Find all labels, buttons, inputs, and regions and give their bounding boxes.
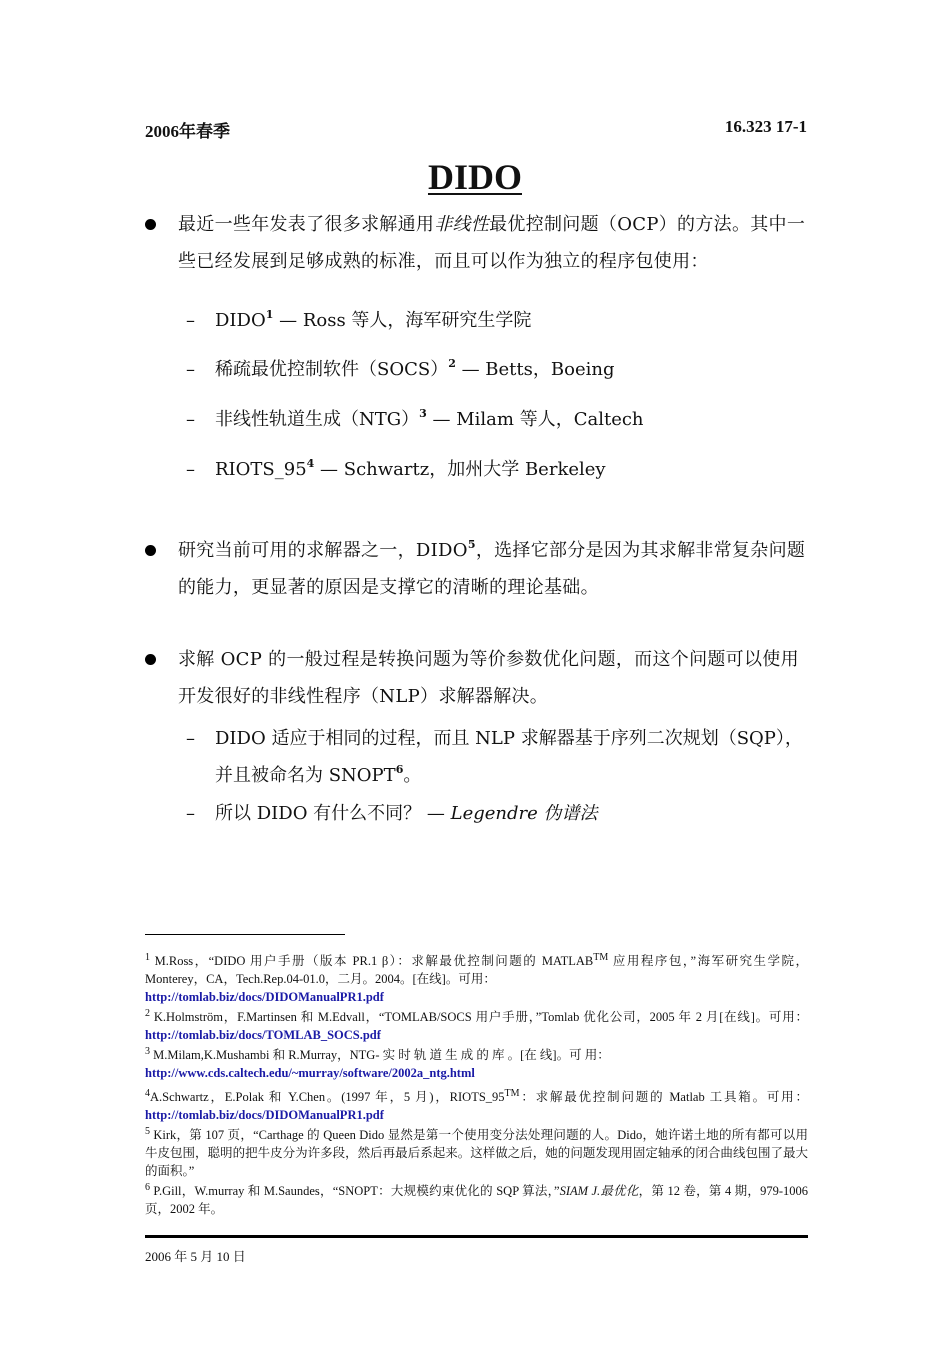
bullet-ocp-process (145, 641, 810, 715)
footnote-text: ，第 12 卷，第 4 期，979-1006 页，2002 年。 (145, 1184, 808, 1216)
list-item (186, 401, 811, 438)
bullet-text: 研究当前可用的求解器之一，DIDO (178, 540, 468, 561)
footnote-text: M.Ross，“DIDO 用户手册（版本 PR.1 β）：求解最优控制问题的 MATLAB (150, 954, 594, 968)
list-item-name: 稀疏最优控制软件（SOCS） (215, 359, 449, 380)
page-title: DIDO (427, 157, 522, 197)
footnote-link[interactable]: http://tomlab.biz/docs/DIDOManualPR1.pdf (145, 990, 384, 1004)
bullet-text: 求解 OCP 的一般过程是转换问题为等价参数优化问题，而这个问题可以使用开发很好的非线性程序（NLP）求解器解决。 (178, 649, 799, 707)
bullet-methods (145, 206, 810, 280)
dash-icon: – (186, 459, 195, 480)
header-course-page: 16.323 17-1 (724, 117, 807, 136)
bullet-text: 最优控制问题（OCP）的方法。其中一些已经发展到足够成熟的标准，而且可以作为独立的程序包使用： (178, 214, 806, 272)
footnote-text: A.Schwartz，E.Polak 和 Y.Chen。(1997 年，5 月)，RIOTS_95 (150, 1090, 505, 1104)
footnote-text: M.Milam,K.Mushambi 和 R.Murray，NTG- 实 时 轨 道 生 成 的 库 。[在 线]。可 用： (150, 1048, 610, 1062)
bullet-icon (145, 654, 156, 665)
list-item-detail: — Ross 等人，海军研究生学院 (273, 310, 532, 331)
list-item (186, 720, 811, 794)
footnote (145, 952, 808, 1006)
footnote-ref: 6 (395, 763, 404, 776)
list-item-name: RIOTS_95 (215, 459, 307, 480)
bullet-icon (145, 219, 156, 230)
dash-icon: – (186, 409, 195, 430)
dash-icon: – (186, 803, 195, 824)
footnote-link[interactable]: http://tomlab.biz/docs/TOMLAB_SOCS.pdf (145, 1028, 381, 1042)
footnote-ref: 2 (448, 357, 456, 370)
bullet-dido-choice (145, 532, 810, 606)
footnote (145, 1126, 808, 1180)
footnote-journal: SIAM J.最优化 (559, 1184, 639, 1198)
dash-icon: – (186, 359, 195, 380)
footnote-number: 1 (145, 952, 150, 963)
list-item-name: DIDO (215, 310, 266, 331)
list-item-detail: — Milam 等人，Caltech (426, 409, 644, 430)
footer-date: 2006 年 5 月 10 日 (145, 1249, 246, 1264)
bullet-text: 最近一些年发表了很多求解通用 (178, 214, 435, 235)
bullet-italic-term: 非线性 (434, 214, 490, 235)
footnote-number: 4 (145, 1088, 150, 1099)
list-item (186, 302, 811, 339)
footnote-ref: 1 (265, 308, 274, 321)
list-item (186, 795, 811, 832)
footnote-number: 6 (145, 1182, 150, 1193)
footnote (145, 1008, 808, 1044)
list-item-text: 。 (403, 765, 422, 786)
list-item-italic: Legendre 伪谱法 (450, 803, 598, 824)
bullet-icon (145, 545, 156, 556)
list-item-detail: — Schwartz，加州大学 Berkeley (314, 459, 606, 480)
footnote-link[interactable]: http://tomlab.biz/docs/DIDOManualPR1.pdf (145, 1108, 384, 1122)
footnote-number: 3 (145, 1046, 150, 1057)
footer-divider (145, 1235, 808, 1238)
footnote (145, 1182, 808, 1218)
list-item-name: 非线性轨道生成（NTG） (215, 409, 420, 430)
list-item (186, 351, 811, 388)
footnote-ref: 4 (306, 457, 315, 470)
footnote-number: 2 (145, 1008, 150, 1019)
footnote-divider (145, 934, 345, 935)
footnote-text: ：求解最优控制问题的 Matlab 工具箱。可用： (519, 1090, 808, 1104)
footnote-link[interactable]: http://www.cds.caltech.edu/~murray/software/2002a_ntg.html (145, 1066, 475, 1080)
list-item (186, 451, 811, 488)
footnote-text: K.Holmström，F.Martinsen 和 M.Edvall，“TOMLAB/SOCS 用户手册，”Tomlab 优化公司，2005 年 2 月[在线]。可用： (150, 1010, 808, 1024)
footnote-text: P.Gill，W.murray 和 M.Saundes，“SNOPT：大规模约束优化的 SQP 算法，” (150, 1184, 560, 1198)
footnote (145, 1046, 808, 1082)
trademark-mark: TM (504, 1088, 520, 1099)
footnote-text: 应用程序包，”海军研究生学院，Monterey，CA，Tech.Rep.04-01.0，二月。2004。[在线]。可用： (145, 954, 808, 986)
footnote (145, 1088, 808, 1124)
footnote-number: 5 (145, 1126, 150, 1137)
list-item-detail: — Betts，Boeing (455, 359, 615, 380)
header-term: 2006年春季 (145, 122, 230, 141)
dash-icon: – (186, 728, 195, 749)
footnote-ref: 5 (467, 538, 476, 551)
page-header (145, 117, 807, 139)
list-item-text: 所以 DIDO 有什么不同？ — (215, 803, 451, 824)
footnote-ref: 3 (419, 407, 427, 420)
bullet-text: ，选择它部分是因为其求解非常复杂问题的能力，更显著的原因是支撑它的清晰的理论基础。 (178, 540, 806, 598)
list-item-text: DIDO 适应于相同的过程，而且 NLP 求解器基于序列二次规划（SQP），并且被命名为 SNOPT (215, 728, 803, 786)
dash-icon: – (186, 310, 195, 331)
footnotes (145, 952, 808, 1220)
footnote-text: Kirk，第 107 页，“Carthage 的 Queen Dido 显然是第一个使用变分法处理问题的人。Dido，她许诺土地的所有都可以用牛皮包围，聪明的把牛皮分为许多段，然后再最后系起来。这样做之后，她的问题发现用固定轴承的闭合曲线包围了最大的面积。” (145, 1128, 808, 1178)
trademark-mark: TM (593, 952, 609, 963)
